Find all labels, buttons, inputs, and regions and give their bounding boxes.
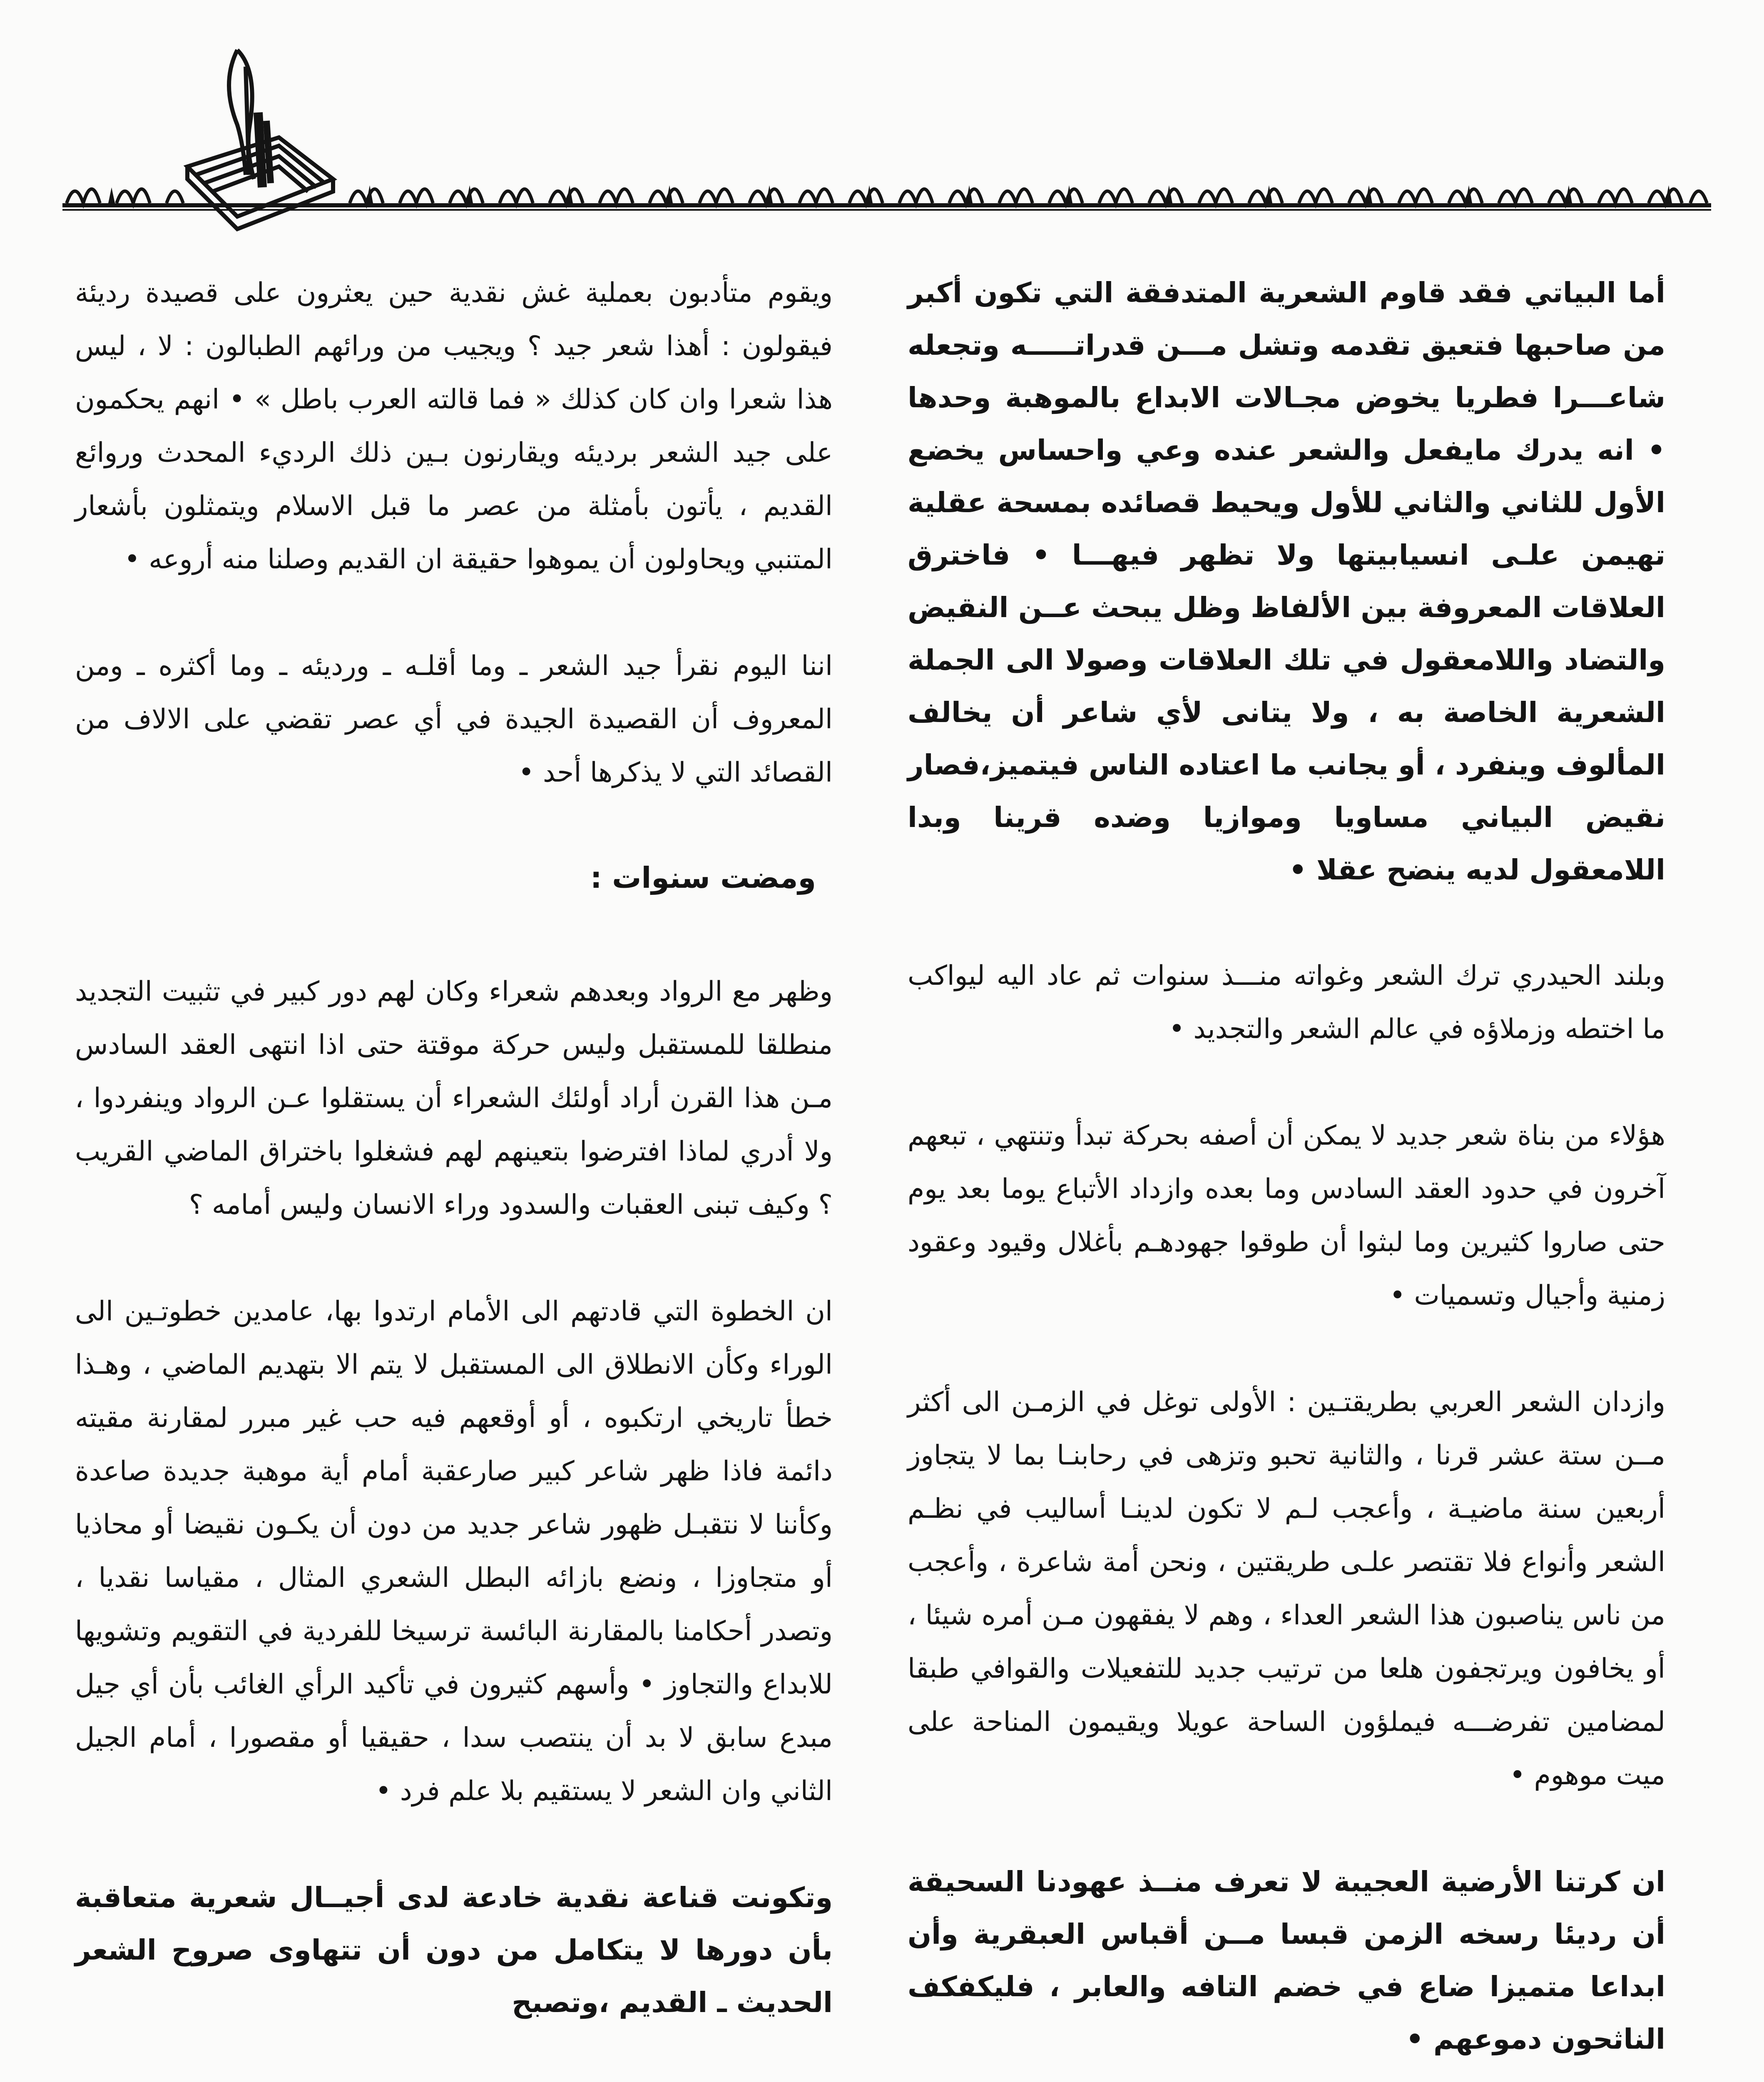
- article-paragraph: ان كرتنا الأرضية العجيبة لا تعرف منــذ عهودنا السحيقة أن رديئا رسخه الزمن قبسا مــن أقباس العبقرية وأن ابداعا متميزا ضاع في خضم التافه والعابر ، فليكفكف الناثحون دموعهم •: [908, 1865, 1665, 2055]
- section-heading: ومضت سنوات :: [590, 861, 816, 895]
- quill-and-book-icon: [187, 50, 333, 229]
- article-paragraph: وظهر مع الرواد وبعدهم شعراء وكان لهم دور كبير في تثبيت التجديد منطلقا للمستقبل وليس حركة موقتة حتى اذا انتهى العقد السادس مـن هذا القرن أراد أولئك الشعراء أن يستقلوا عـن الرواد وينفردوا ، ولا أدري لماذا افترضوا بتعينهم لهم فشغلوا باختراق الماضي القريب ؟ وكيف تبنى العقبات والسدود وراء الانسان وليس أمامه ؟: [75, 976, 833, 1220]
- right-column: [908, 266, 1665, 2082]
- article-paragraph: وتكونت قناعة نقدية خادعة لدى أجيــال شعرية متعاقبة بأن دورها لا يتكامل من دون أن تتهاوى صروح الشعر الحديث ـ القديم ،وتصبح: [75, 1881, 833, 2019]
- article-paragraph: هؤلاء من بناة شعر جديد لا يمكن أن أصفه بحركة تبدأ وتنتهي ، تبعهم آخرون في حدود العقد السادس وما بعده وازداد الأتباع يوما بعد يوم حتى صاروا كثيرين وما لبثوا أن طوقوا جهودهـم بأغلال وقيود وعقود زمنية وأجيال وتسميات •: [908, 1120, 1665, 1311]
- left-column: [75, 266, 833, 2082]
- header-ornament: [62, 42, 1711, 233]
- article-paragraph: أما البياتي فقد قاوم الشعرية المتدفقة التي تكون أكبر من صاحبها فتعيق تقدمه وتشل مـــن قدراتـــــه وتجعله شاعـــرا فطريا يخوض مجـالات الابداع بالموهبة وحدها • انه يدرك مايفعل والشعر عنده وعي واحساس يخضع الأول للثاني والثاني للأول ويحيط قصائده بمسحة عقلية تهيمن علـى انسيابيتها ولا تظهر فيهـــا • فاخترق العلاقات المعروفة بين الألفاظ وظل يبحث عــن النقيض والتضاد واللامعقول في تلك العلاقات وصولا الى الجملة الشعرية الخاصة به ، ولا يتانى لأي شاعر أن يخالف المألوف وينفرد ، أو يجانب ما اعتاده الناس فيتميز،فصار نقيض البياني مساويا وموازيا وضده قرينا وبدا اللامعقول لديه ينضح عقلا •: [908, 276, 1665, 886]
- article-paragraph: ويقوم متأدبون بعملية غش نقدية حين يعثرون على قصيدة رديئة فيقولون : أهذا شعر جيد ؟ ويجيب من ورائهم الطبالون : لا ، ليس هذا شعرا وان كان كذلك « فما قالته العرب باطل » • انهم يحكمون على جيد الشعر برديئه ويقارنون بـين ذلك الرديء المحدث وروائع القديم ، يأتون بأمثلة من عصر ما قبل الاسلام ويتمثلون بأشعار المتنبي ويحاولون أن يموهوا حقيقة ان القديم وصلنا منه أروعه •: [75, 277, 833, 575]
- article-paragraph: اننا اليوم نقرأ جيد الشعر ـ وما أقلـه ـ ورديئه ـ وما أكثره ـ ومن المعروف أن القصيدة الجيدة في أي عصر تقضي على الالاف من القصائد التي لا يذكرها أحد •: [75, 650, 833, 788]
- article-paragraph: وازدان الشعر العربي بطريقتـين : الأولى توغل في الزمـن الى أكثر مــن ستة عشر قرنا ، والثانية تحبو وتزهى في رحابنـا بما لا يتجاوز أربعين سنة ماضيـة ، وأعجب لـم لا تكون لدينـا أساليب في نظـم الشعر وأنواع فلا تقتصر علـى طريقتين ، ونحن أمة شاعرة ، وأعجب من ناس يناصبون هذا الشعر العداء ، وهم لا يفقهون مـن أمره شيئا ، أو يخافون ويرتجفون هلعا من ترتيب جديد للتفعيلات والقوافي طبقا لمضامين تفرضـــه فيملؤون الساحة عويلا ويقيمون المناحة على ميت موهوم •: [908, 1387, 1665, 1791]
- article-paragraph: ان الخطوة التي قادتهم الى الأمام ارتدوا بها، عامدين خطوتـين الى الوراء وكأن الانطلاق الى المستقبل لا يتم الا بتهديم الماضي ، وهـذا خطأ تاريخي ارتكبوه ، أو أوقعهم فيه حب غير مبرر لمقارنة مقيته دائمة فاذا ظهر شاعر كبير صارعقبة أمام أية موهبة جديدة صاعدة وكأننا لا نتقبـل ظهور شاعر جديد من دون أن يكـون نقيضا أو محاذيا أو متجاوزا ، ونضع بازائه البطل الشعري المثال ، مقياسا نقديا ، وتصدر أحكامنا بالمقارنة البائسة ترسيخا للفردية في التقويم وتشويها للابداع والتجاوز • وأسهم كثيرون في تأكيد الرأي الغائب بأن أي جيل مبدع سابق لا بد أن ينتصب سدا ، حقيقيا أو مقصورا ، أمام الجيل الثاني وان الشعر لا يستقيم بلا علم فرد •: [75, 1296, 833, 1807]
- article-paragraph: وبلند الحيدري ترك الشعر وغواته منـــذ سنوات ثم عاد اليه ليواكب ما اختطه وزملاؤه في عالم الشعر والتجديد •: [908, 960, 1665, 1045]
